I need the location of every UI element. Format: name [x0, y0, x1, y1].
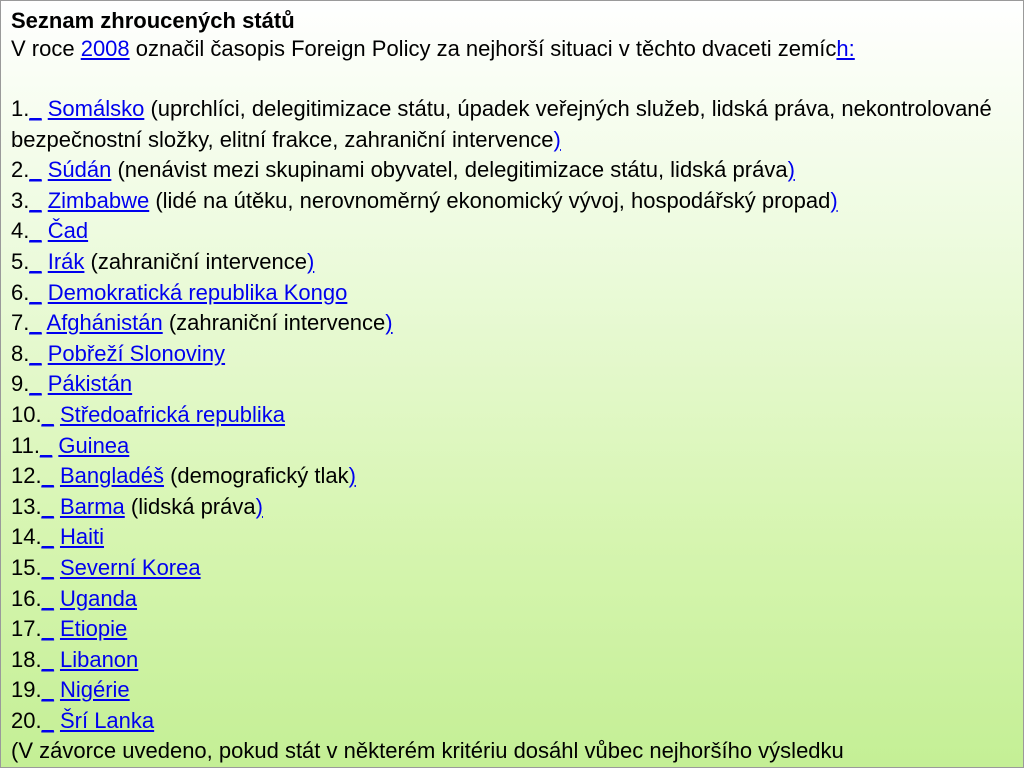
item-number: 12.	[11, 463, 42, 489]
item-close-link[interactable]: )	[306, 248, 315, 274]
country-list	[11, 94, 1023, 736]
country-link[interactable]: Súdán	[47, 157, 112, 183]
item-separator-link[interactable]: _	[29, 96, 42, 121]
list-item	[11, 308, 1023, 339]
country-link[interactable]: Nigérie	[59, 677, 130, 703]
item-close-link[interactable]: )	[255, 493, 263, 519]
country-link[interactable]: Uganda	[59, 585, 138, 611]
item-note: (demografický tlak	[163, 463, 349, 489]
item-number: 5.	[11, 248, 30, 274]
item-number: 10.	[11, 401, 42, 427]
item-separator-link[interactable]: _	[29, 310, 42, 336]
country-link[interactable]: Pobřeží Slonoviny	[47, 340, 226, 366]
item-close-link[interactable]: )	[787, 157, 795, 183]
item-number: 1.	[11, 96, 30, 121]
list-item	[11, 553, 1023, 584]
item-number: 6.	[11, 279, 30, 305]
list-item	[11, 675, 1023, 706]
item-number: 7.	[11, 310, 30, 336]
item-number: 18.	[11, 646, 42, 672]
intro-end-link[interactable]: h:	[836, 36, 855, 61]
country-link[interactable]: Etiopie	[59, 616, 128, 642]
item-separator-link[interactable]: _	[29, 187, 42, 213]
item-separator-link[interactable]: _	[41, 585, 54, 611]
item-note: (zahraniční intervence	[84, 248, 307, 274]
item-number: 8.	[11, 340, 30, 366]
country-link[interactable]: Barma	[59, 493, 125, 519]
item-close-link[interactable]: )	[830, 187, 838, 213]
country-link[interactable]: Haiti	[59, 524, 104, 550]
item-close-link[interactable]: )	[553, 126, 561, 152]
item-separator-link[interactable]: _	[41, 493, 54, 519]
intro-text-before: V roce	[11, 36, 81, 61]
intro-text-middle: označil časopis Foreign Policy za nejhorší situaci v těchto dvaceti zemíc	[129, 36, 837, 61]
item-close-link[interactable]: )	[385, 310, 393, 336]
country-link[interactable]: Irák	[47, 248, 85, 274]
item-number: 20.	[11, 707, 42, 733]
country-link[interactable]: Afghánistán	[46, 310, 163, 336]
intro-paragraph	[11, 34, 1023, 64]
country-link[interactable]: Čad	[47, 218, 89, 244]
item-note: (lidská práva	[124, 493, 256, 519]
list-item	[11, 400, 1023, 431]
country-link[interactable]: Demokratická republika Kongo	[47, 279, 348, 305]
list-item	[11, 216, 1023, 247]
spacer	[11, 64, 1023, 94]
list-item	[11, 155, 1023, 186]
country-link[interactable]: Bangladéš	[59, 463, 164, 489]
country-link[interactable]: Zimbabwe	[47, 187, 150, 213]
list-item	[11, 431, 1023, 462]
item-close-link[interactable]: )	[348, 463, 356, 489]
item-separator-link[interactable]: _	[41, 646, 54, 672]
year-link[interactable]: 2008	[80, 36, 130, 61]
item-note: (uprchlíci, delegitimizace státu, úpadek veřejných služeb, lidská práva, nekontrolované bezpečnostní složky, elitní frakce, zahraniční intervence	[11, 96, 992, 152]
item-number: 11.	[11, 432, 40, 458]
country-link[interactable]: Severní Korea	[59, 554, 201, 580]
item-separator-link[interactable]: _	[29, 218, 42, 244]
list-item	[11, 94, 1011, 155]
item-number: 4.	[11, 218, 30, 244]
item-separator-link[interactable]: _	[41, 616, 54, 642]
country-link[interactable]: Guinea	[58, 432, 130, 458]
list-item	[11, 369, 1023, 400]
item-number: 15.	[11, 554, 42, 580]
item-number: 16.	[11, 585, 42, 611]
list-item	[11, 186, 1023, 217]
item-separator-link[interactable]: _	[41, 677, 54, 703]
country-link[interactable]: Šrí Lanka	[59, 707, 155, 733]
item-separator-link[interactable]: _	[41, 401, 54, 427]
item-separator-link[interactable]: _	[29, 279, 42, 305]
item-number: 14.	[11, 524, 42, 550]
country-link[interactable]: Somálsko	[47, 96, 145, 121]
list-item	[11, 339, 1023, 370]
list-item	[11, 492, 1023, 523]
item-separator-link[interactable]: _	[29, 248, 42, 274]
list-item	[11, 706, 1023, 737]
item-note: (zahraniční intervence	[162, 310, 386, 336]
footer-note: (V závorce uvedeno, pokud stát v některém kritériu dosáhl vůbec nejhoršího výsledku	[11, 738, 844, 764]
item-separator-link[interactable]: _	[39, 432, 53, 458]
item-separator-link[interactable]: _	[29, 340, 42, 366]
country-link[interactable]: Středoafrická republika	[59, 401, 285, 427]
item-note: (lidé na útěku, nerovnoměrný ekonomický vývoj, hospodářský propad	[149, 187, 831, 213]
item-separator-link[interactable]: _	[41, 524, 54, 550]
item-separator-link[interactable]: _	[29, 157, 42, 183]
item-number: 13.	[11, 493, 42, 519]
item-separator-link[interactable]: _	[41, 554, 54, 580]
list-item	[11, 584, 1023, 615]
list-item	[11, 247, 1023, 278]
list-item	[11, 461, 1023, 492]
item-separator-link[interactable]: _	[41, 707, 54, 733]
list-item	[11, 614, 1023, 645]
item-note: (nenávist mezi skupinami obyvatel, delegitimizace státu, lidská práva	[111, 157, 788, 183]
country-link[interactable]: Pákistán	[47, 371, 133, 397]
country-link[interactable]: Libanon	[59, 646, 139, 672]
list-item	[11, 522, 1023, 553]
item-number: 3.	[11, 187, 30, 213]
item-number: 17.	[11, 616, 42, 642]
item-separator-link[interactable]: _	[41, 463, 54, 489]
list-item	[11, 645, 1023, 676]
list-item	[11, 278, 1023, 309]
item-number: 9.	[11, 371, 30, 397]
item-number: 19.	[11, 677, 42, 703]
item-separator-link[interactable]: _	[29, 371, 42, 397]
page-title: Seznam zhroucených států	[11, 8, 295, 33]
item-number: 2.	[11, 157, 30, 183]
